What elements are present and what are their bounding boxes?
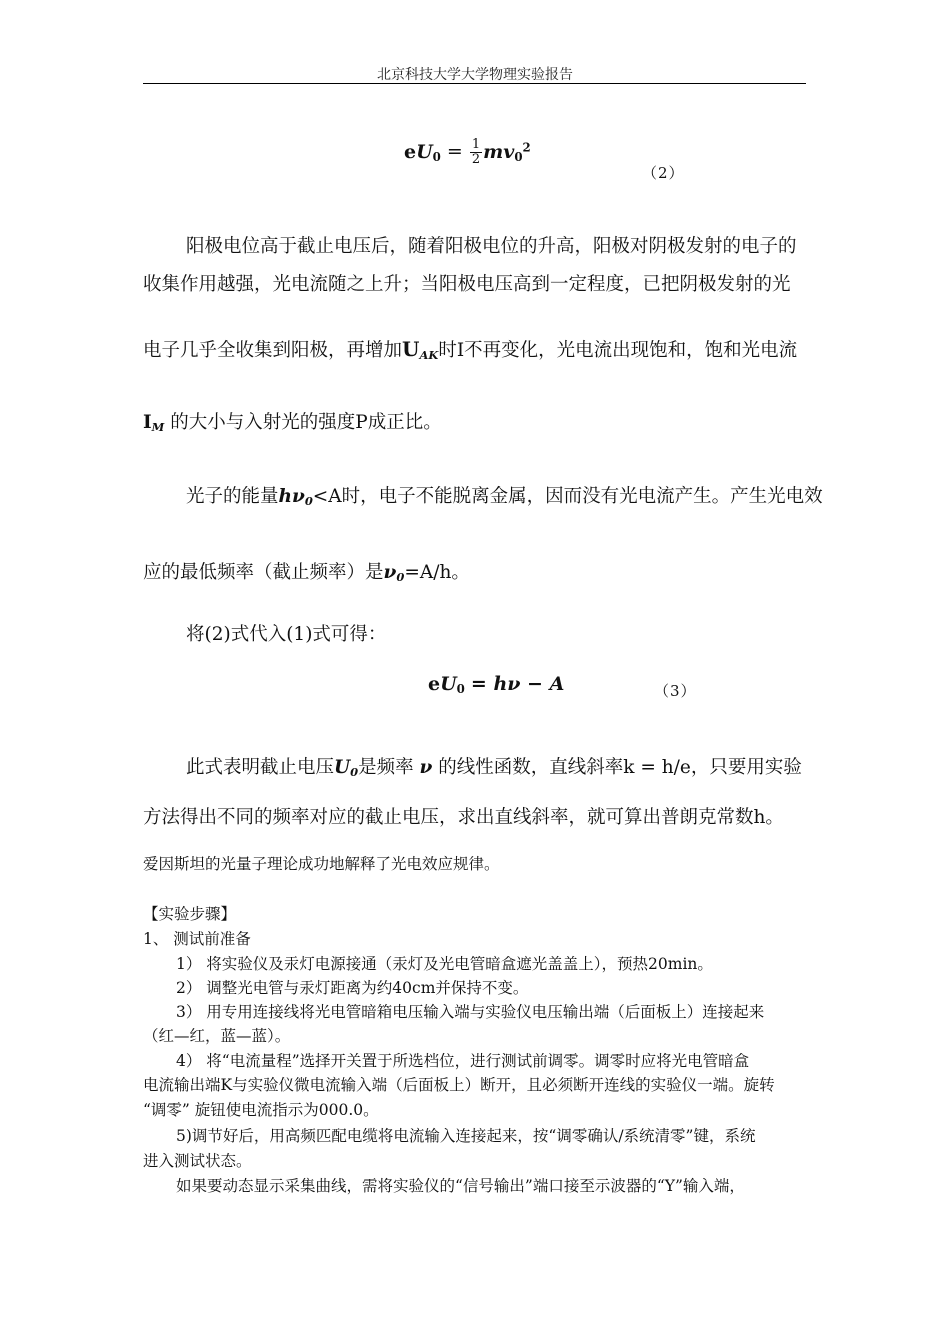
step-4-line1: 4） 将“电流量程”选择开关置于所选档位，进行测试前调零。调零时应将光电管暗盒 xyxy=(176,1052,750,1070)
steps-sub1: 1、 测试前准备 xyxy=(143,930,251,948)
equation-3: $eU_0 = h\nu - A$ xyxy=(428,673,565,696)
equation-3-number: （3） xyxy=(654,682,697,700)
para4-line1: 此式表明截止电压$U_0$是频率 ν 的线性函数，直线斜率k = h/e，只要用实验 xyxy=(186,757,802,779)
steps-heading: 【实验步骤】 xyxy=(143,905,237,923)
eq2-v: v xyxy=(503,140,515,163)
eq2-e: e xyxy=(404,140,417,163)
step-4-line2: 电流输出端K与实验仪微电流输入端（后面板上）断开，且必须断开连线的实验仪一端。旋转 xyxy=(143,1076,775,1094)
step-6-line1: 如果要动态显示采集曲线，需将实验仪的“信号输出”端口接至示波器的“Y”输入端， xyxy=(176,1177,745,1195)
symbol-h-nu0: hν xyxy=(278,486,305,507)
header-rule xyxy=(143,83,806,84)
step-5-line2: 进入测试状态。 xyxy=(143,1152,252,1170)
para2-line1: 光子的能量$h\nu_0<A$时，电子不能脱离金属，因而没有光电流产生。产生光电效 xyxy=(186,486,823,508)
para1-line4: $I_M$ 的大小与入射光的强度P成正比。 xyxy=(143,412,442,434)
symbol-U-AK: U xyxy=(402,337,420,361)
symbol-U0: U xyxy=(334,757,351,778)
eq2-fraction: $\frac{1}{2}$ xyxy=(471,137,481,167)
eq2-m: m xyxy=(483,140,504,163)
symbol-nu: ν xyxy=(419,757,433,778)
step-1: 1） 将实验仪及汞灯电源接通（汞灯及光电管暗盒遮光盖盖上），预热20min。 xyxy=(176,955,713,973)
para3: 将(2)式代入(1)式可得： xyxy=(186,624,387,645)
equation-2-number: （2） xyxy=(642,164,685,182)
eq2-sup2: 2 xyxy=(522,140,531,155)
page-header: 北京科技大学大学物理实验报告 xyxy=(377,67,573,83)
step-5-line1: 5)调节好后，用高频匹配电缆将电流输入连接起来，按“调零确认/系统清零”键，系统 xyxy=(176,1127,756,1145)
para1-line2: 收集作用越强，光电流随之上升；当阳极电压高到一定程度，已把阴极发射的光 xyxy=(143,274,791,295)
equation-2: $eU_0$ = $\frac{1}{2}$ $mv_0^2$ xyxy=(404,137,531,167)
eq3-rhs: = hν − A xyxy=(470,673,565,695)
step-3-line1: 3） 用专用连接线将光电管暗箱电压输入端与实验仪电压输出端（后面板上）连接起来 xyxy=(176,1003,765,1021)
step-4-line3: “调零” 旋钮使电流指示为000.0。 xyxy=(143,1101,379,1119)
eq2-U: U xyxy=(416,140,433,163)
step-2: 2） 调整光电管与汞灯距离为约40cm并保持不变。 xyxy=(176,979,529,997)
symbol-nu0: ν xyxy=(383,562,397,583)
para4-line2: 方法得出不同的频率对应的截止电压，求出直线斜率，就可算出普朗克常数h。 xyxy=(143,807,784,828)
eq2-equals: = xyxy=(446,140,463,163)
para2-line2: 应的最低频率（截止频率）是$\nu_0=A/h$。 xyxy=(143,562,470,584)
symbol-I-M: I xyxy=(143,412,152,433)
step-3-line2: （红—红，蓝—蓝）。 xyxy=(143,1027,291,1045)
para1-line3: 电子几乎全收集到阳极，再增加$U_{AK}$时I不再变化，光电流出现饱和，饱和光电流 xyxy=(143,337,798,362)
para1-line1: 阳极电位高于截止电压后，随着阳极电位的升高，阳极对阴极发射的电子的 xyxy=(186,236,797,257)
eq2-sub0: 0 xyxy=(432,149,441,164)
para5: 爱因斯坦的光量子理论成功地解释了光电效应规律。 xyxy=(143,855,500,873)
